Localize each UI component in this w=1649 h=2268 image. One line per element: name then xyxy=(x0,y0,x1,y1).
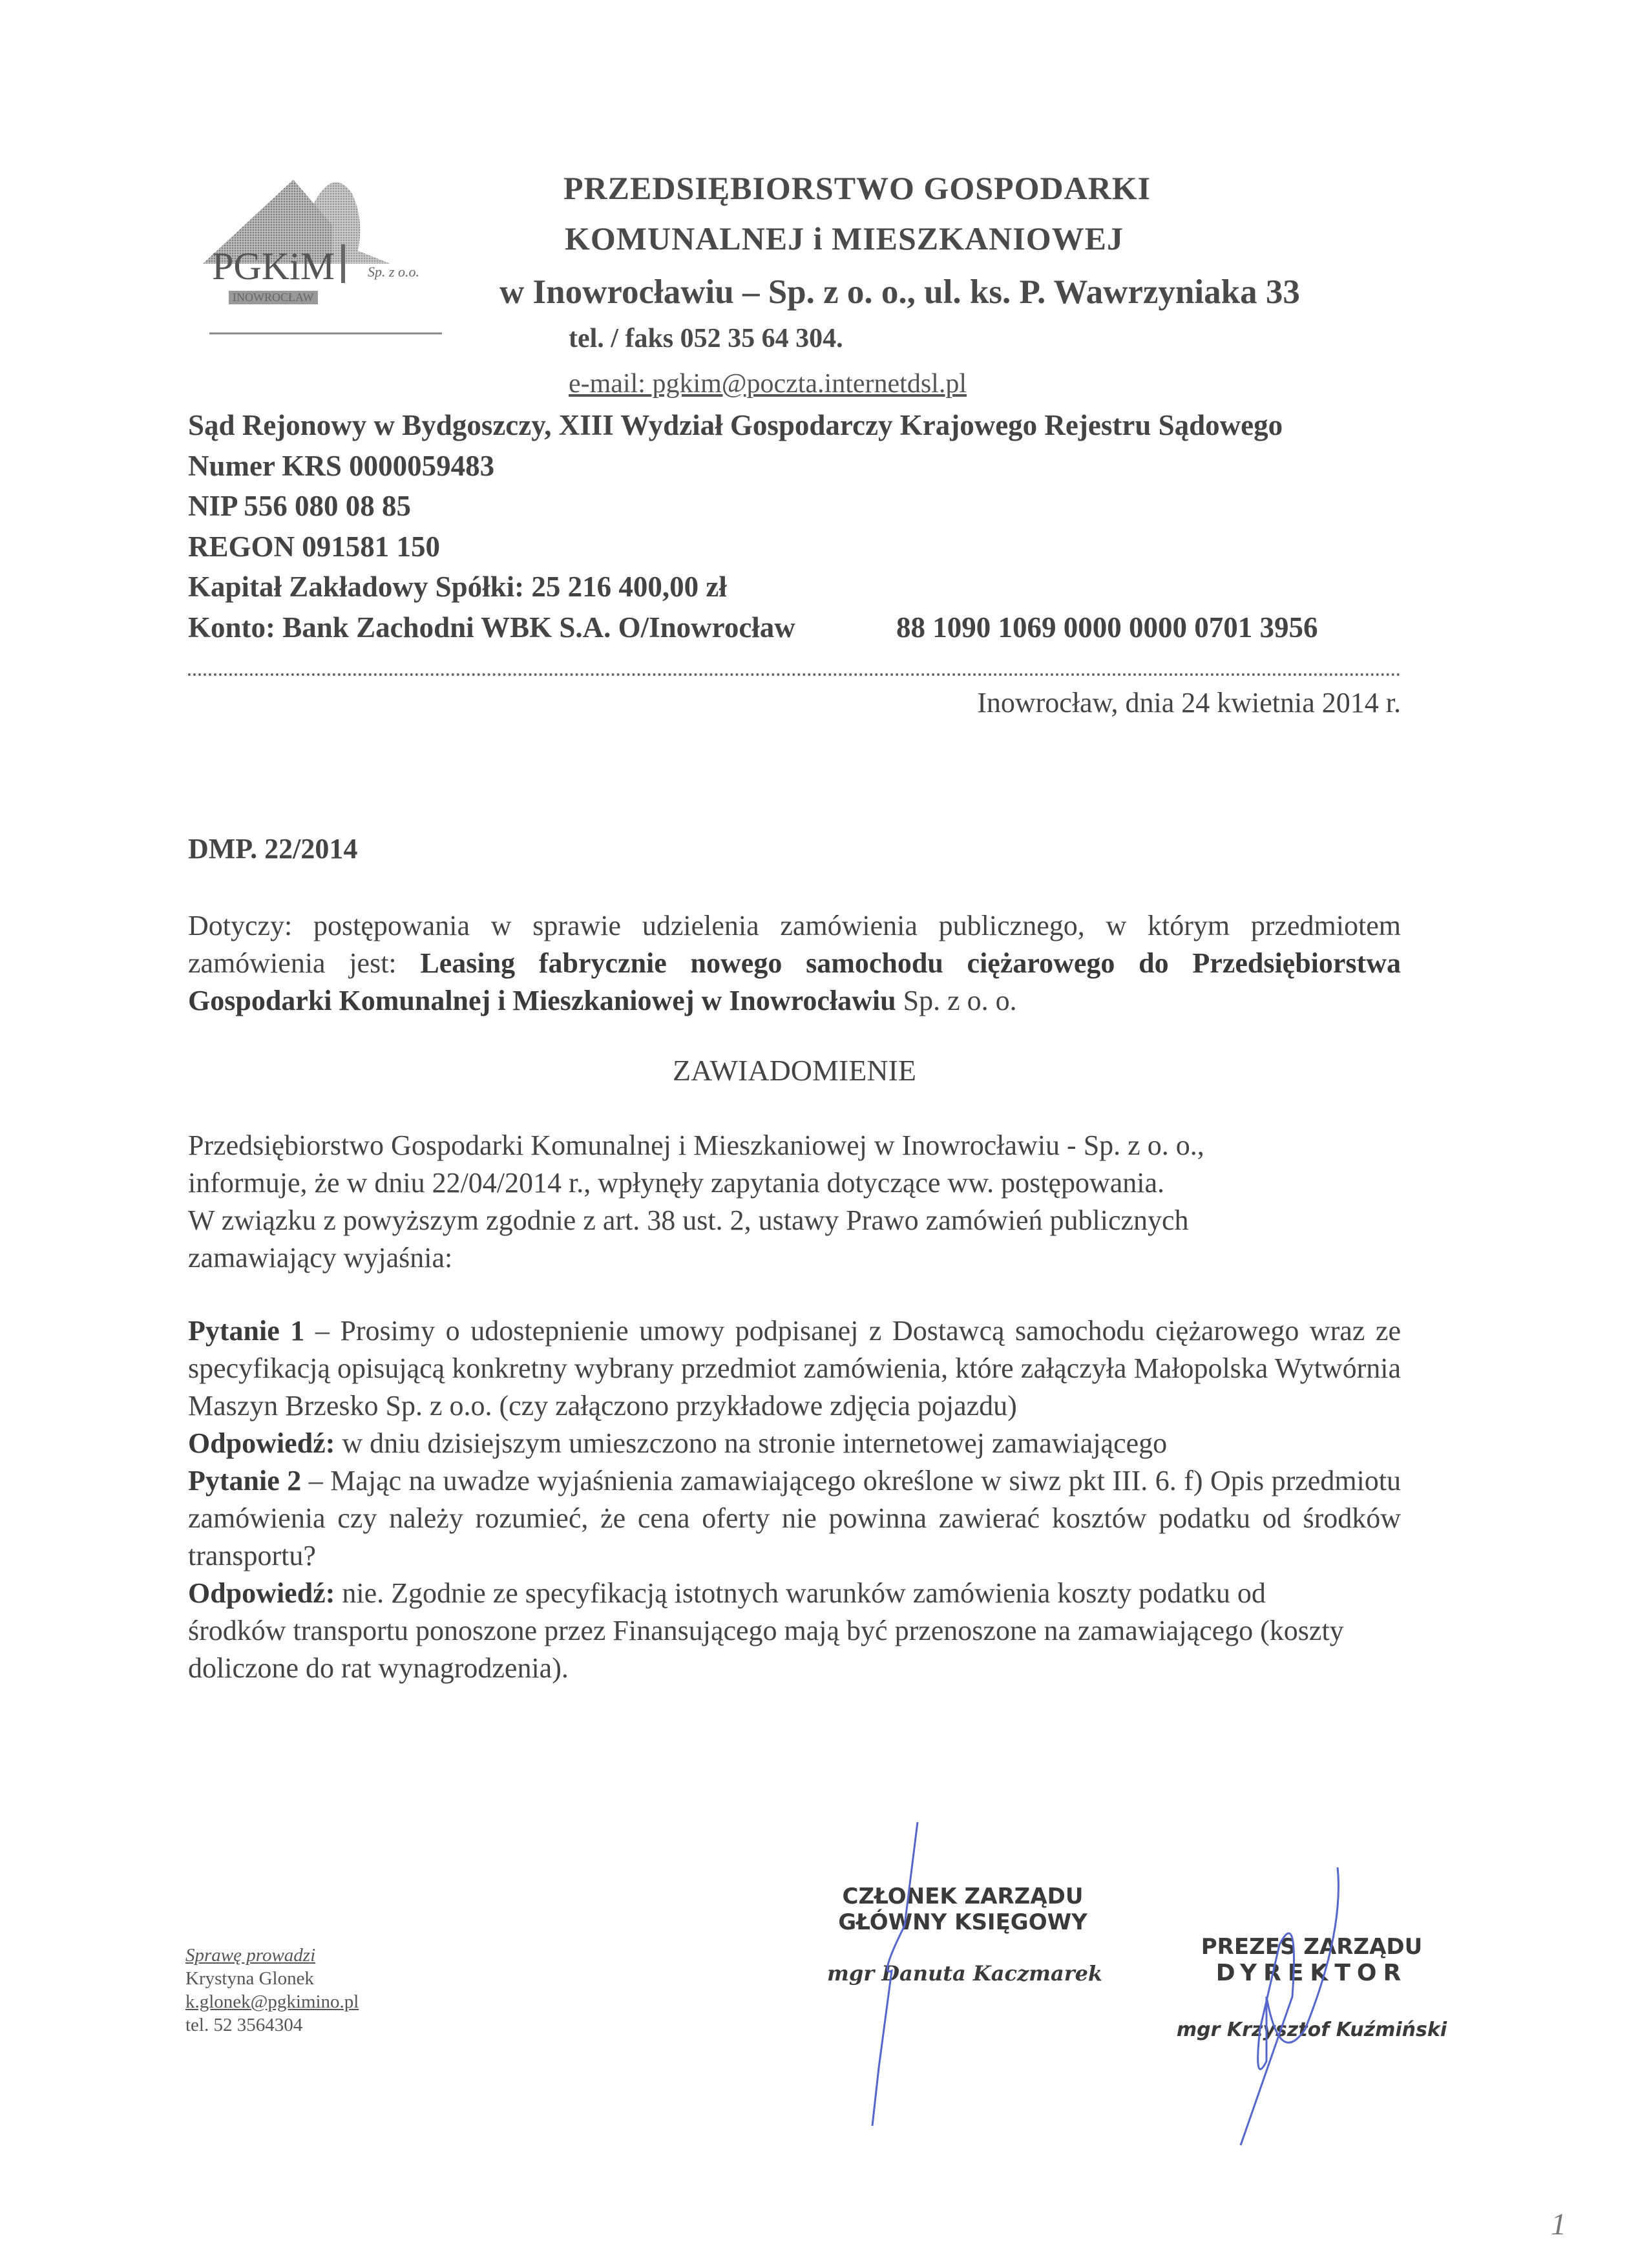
contact-email[interactable]: k.glonek@pgkimino.pl xyxy=(185,1991,359,2012)
answer-text: nie. Zgodnie ze specyfikacją istotnych warunków zamówienia koszty podatku od środków transportu ponoszone przez Finansującego mają być przenoszone na zamawiającego (koszty doliczone do rat wynagrodzenia). xyxy=(188,1577,1344,1684)
company-phone: tel. / faks 052 35 64 304. xyxy=(569,324,843,353)
question-2 xyxy=(188,1462,1401,1575)
stamp-line2: DYREKTOR xyxy=(1215,1960,1408,1986)
contact-label: Sprawę prowadzi xyxy=(185,1945,316,1966)
company-logo xyxy=(203,167,448,335)
contact-phone: tel. 52 3564304 xyxy=(185,2015,303,2035)
page-number: 1 xyxy=(1551,2207,1566,2242)
logo-city: INOWROCŁAW xyxy=(229,291,318,304)
intro-line: W związku z powyższym zgodnie z art. 38 ust. 2, ustawy Prawo zamówień publicznych xyxy=(188,1204,1189,1236)
company-address: w Inowrocławiu – Sp. z o. o., ul. ks. P. Wawrzyniaka 33 xyxy=(499,273,1300,311)
subject-paragraph xyxy=(188,907,1401,1020)
logo-name: PGKiM xyxy=(212,245,335,288)
company-name-line2: KOMUNALNEJ i MIESZKANIOWEJ xyxy=(565,220,1124,257)
intro-line: Przedsiębiorstwo Gospodarki Komunalnej i Mieszkaniowej w Inowrocławiu - Sp. z o. o., xyxy=(188,1129,1204,1161)
intro-paragraph xyxy=(188,1127,1401,1277)
reference-number: DMP. 22/2014 xyxy=(188,833,358,865)
answer-1 xyxy=(188,1425,1401,1462)
registry-krs: Numer KRS 0000059483 xyxy=(188,450,495,482)
answer-label: Odpowiedź: xyxy=(188,1427,335,1459)
signature-accountant xyxy=(840,1822,969,2132)
question-label: Pytanie 1 xyxy=(188,1315,305,1347)
company-name-line1: PRZEDSIĘBIORSTWO GOSPODARKI xyxy=(563,170,1151,206)
letter-date: Inowrocław, dnia 24 kwietnia 2014 r. xyxy=(977,687,1401,719)
signature-president xyxy=(1150,1867,1422,2152)
intro-line: zamawiający wyjaśnia: xyxy=(188,1242,453,1274)
stamp-line1: CZŁONEK ZARZĄDU xyxy=(842,1884,1084,1909)
stamp-name: mgr Krzysztof Kuźmiński xyxy=(1176,2019,1447,2041)
document-title: ZAWIADOMIENIE xyxy=(673,1054,916,1087)
contact-block xyxy=(185,1944,359,2037)
stamp-name: mgr Danuta Kaczmarek xyxy=(827,1961,1103,1986)
registry-capital: Kapitał Zakładowy Spółki: 25 216 400,00 zł xyxy=(188,571,727,603)
answer-text: w dniu dzisiejszym umieszczono na stronie internetowej zamawiającego xyxy=(335,1427,1168,1459)
question-text: – Mając na uwadze wyjaśnienia zamawiającego określone w siwz pkt III. 6. f) Opis przedmiotu zamówienia czy należy rozumieć, że cena oferty nie powinna zawierać kosztów podatku od środków transportu? xyxy=(188,1465,1401,1571)
registry-nip: NIP 556 080 08 85 xyxy=(188,490,412,522)
subject-suffix: Sp. z o. o. xyxy=(896,985,1017,1016)
question-text: – Prosimy o udostepnienie umowy podpisanej z Dostawcą samochodu ciężarowego wraz ze specyfikacją opisującą konkretny wybrany przedmiot zamówienia, które załączyła Małopolska Wytwórnia Maszyn Brzesko Sp. z o.o. (czy załączono przykładowe zdjęcia pojazdu) xyxy=(188,1315,1401,1422)
stamp-line1: PREZES ZARZĄDU xyxy=(1201,1934,1423,1960)
answer-label: Odpowiedź: xyxy=(188,1577,335,1609)
registry-court: Sąd Rejonowy w Bydgoszczy, XIII Wydział Gospodarczy Krajowego Rejestru Sądowego xyxy=(188,409,1283,441)
logo-suffix: Sp. z o.o. xyxy=(368,264,420,280)
registry-account-label: Konto: Bank Zachodni WBK S.A. O/Inowrocław xyxy=(188,611,795,644)
subject-prefix: Dotyczy: postępowania w sprawie udzielenia zamówienia publicznego, w którym przedmiotem zamówienia jest: xyxy=(188,910,1401,979)
answer-2 xyxy=(188,1575,1371,1687)
qa-section xyxy=(188,1312,1401,1687)
dotted-divider xyxy=(188,673,1401,676)
registry-regon: REGON 091581 150 xyxy=(188,530,441,563)
question-1 xyxy=(188,1312,1401,1425)
subject-bold: Leasing fabrycznie nowego samochodu ciężarowego do Przedsiębiorstwa Gospodarki Komunalnej i Mieszkaniowej w Inowrocławiu xyxy=(188,947,1401,1016)
question-label: Pytanie 2 xyxy=(188,1465,302,1496)
company-email[interactable]: e-mail: pgkim@poczta.internetdsl.pl xyxy=(569,369,967,399)
contact-name: Krystyna Glonek xyxy=(185,1968,314,1989)
stamp-line2: GŁÓWNY KSIĘGOWY xyxy=(838,1909,1087,1935)
intro-line: informuje, że w dniu 22/04/2014 r., wpłynęły zapytania dotyczące ww. postępowania. xyxy=(188,1167,1165,1199)
registry-account-number: 88 1090 1069 0000 0000 0701 3956 xyxy=(896,611,1318,644)
